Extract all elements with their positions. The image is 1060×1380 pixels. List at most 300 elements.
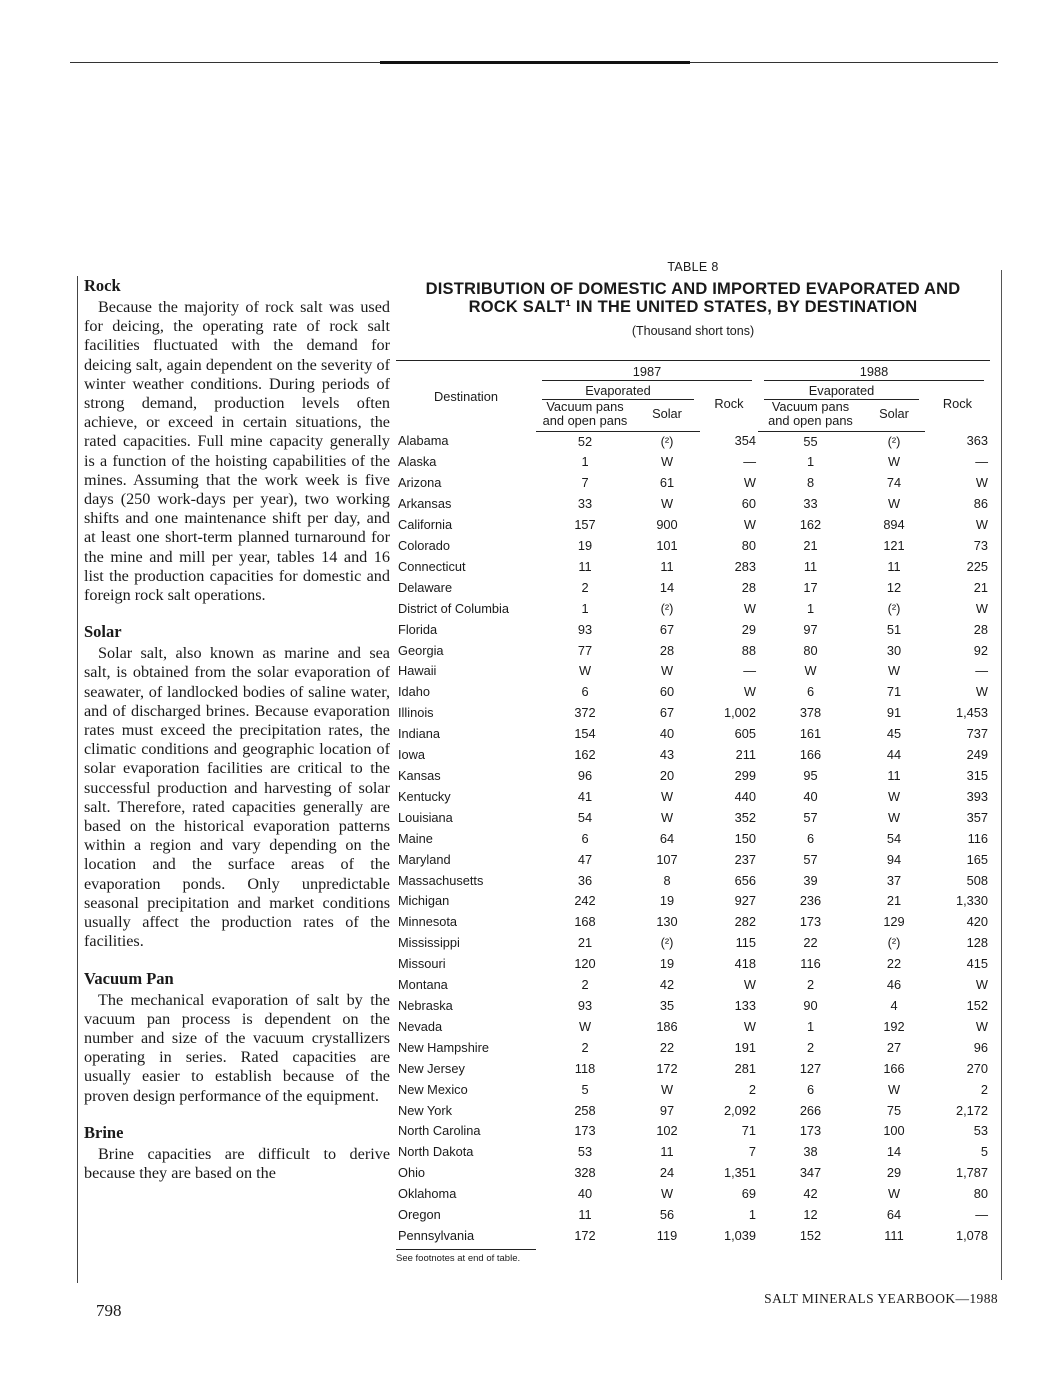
value-cell: 420 <box>966 914 988 930</box>
value-cell: 121 <box>883 538 905 554</box>
header-vacuum-1988: Vacuum pans and open pans <box>758 400 863 432</box>
table-row <box>396 933 990 954</box>
value-cell: 315 <box>966 768 988 783</box>
table-row <box>396 599 990 620</box>
destination-cell: North Carolina <box>398 1123 481 1139</box>
value-cell: W <box>660 663 674 679</box>
header-solar-1987: Solar <box>634 400 700 432</box>
header-evaporated-1987: Evaporated <box>536 381 700 400</box>
value-cell: 93 <box>577 621 593 637</box>
destination-cell: New York <box>398 1102 453 1118</box>
table-row <box>396 494 990 515</box>
value-cell: 299 <box>734 768 756 783</box>
destination-cell: Maryland <box>398 851 451 867</box>
destination-cell: California <box>398 517 453 533</box>
value-cell: 75 <box>886 1102 902 1118</box>
value-cell: 6 <box>581 684 589 700</box>
value-cell: 605 <box>734 726 756 742</box>
value-cell: W <box>743 684 756 700</box>
value-cell: W <box>887 788 901 804</box>
value-cell: 172 <box>574 1227 596 1243</box>
destination-cell: Montana <box>398 977 448 993</box>
value-cell: W <box>975 1018 988 1034</box>
value-cell: 41 <box>577 788 593 804</box>
value-cell: 57 <box>803 809 818 825</box>
value-cell: 152 <box>799 1227 822 1243</box>
value-cell: W <box>887 663 901 679</box>
value-cell: 508 <box>966 872 988 888</box>
value-cell: 1 <box>748 1207 756 1223</box>
value-cell: 281 <box>734 1060 756 1076</box>
destination-cell: Massachusetts <box>398 872 484 888</box>
value-cell: 46 <box>886 977 902 993</box>
value-cell: W <box>578 663 592 679</box>
table-body <box>396 431 990 1247</box>
value-cell: 1,330 <box>955 893 988 909</box>
value-cell: 39 <box>803 872 818 888</box>
value-cell: 80 <box>741 538 756 554</box>
destination-cell: Kansas <box>398 768 441 783</box>
table-row <box>396 1080 990 1101</box>
section-brine <box>84 1123 390 1183</box>
value-cell: W <box>660 809 674 825</box>
value-cell: 133 <box>734 997 756 1013</box>
table-row <box>396 766 990 787</box>
value-cell: 54 <box>577 809 593 825</box>
value-cell: 378 <box>799 705 822 721</box>
value-cell: — <box>743 454 756 470</box>
destination-cell: Missouri <box>398 956 446 972</box>
value-cell: 92 <box>973 642 988 658</box>
table-row <box>396 473 990 494</box>
table-row <box>396 871 990 892</box>
value-cell: 24 <box>659 1165 675 1181</box>
value-cell: 40 <box>577 1186 593 1202</box>
value-cell: 168 <box>574 914 596 930</box>
value-cell: 90 <box>803 997 818 1013</box>
value-cell: 53 <box>577 1144 593 1160</box>
table-row <box>396 641 990 662</box>
destination-cell: Idaho <box>398 684 431 700</box>
value-cell: 30 <box>886 642 902 658</box>
table-row <box>396 891 990 912</box>
value-cell: 45 <box>886 726 902 742</box>
value-cell: 11 <box>578 1207 592 1223</box>
value-cell: 5 <box>980 1144 988 1160</box>
value-cell: 61 <box>659 475 675 491</box>
value-cell: 96 <box>577 768 593 783</box>
table-title <box>396 280 990 316</box>
section-body: Because the majority of rock salt was used for deicing, the operating rate of rock salt facilities fluctuated with the demand for deicing salt, again dependent on the severity of winter weather conditions. During periods of strong demand, production levels often achieve, or exceed in certain situations, the rated capacities. Full mine capacity generally is a function of the hoisting capabilities of the mines. Assuming that the work week is five days (250 work-days per year), two working shifts and one maintenance shift per day, and at least one short-term planned turnaround for the mine and mill per year, tables 14 and 16 list the production capacities for domestic and foreign rock salt operations. <box>84 298 390 605</box>
value-cell: 67 <box>659 705 675 721</box>
destination-cell: Indiana <box>398 726 440 742</box>
value-cell: 100 <box>883 1123 905 1139</box>
value-cell: W <box>887 1186 901 1202</box>
value-cell: 55 <box>803 433 818 449</box>
section-body: Brine capacities are difficult to derive because they are based on the <box>84 1144 390 1182</box>
table-title-line1: DISTRIBUTION OF DOMESTIC AND IMPORTED EVAPORATED AND <box>425 280 961 298</box>
value-cell: W <box>975 684 988 700</box>
value-cell: 393 <box>966 788 988 804</box>
value-cell: 94 <box>886 851 902 867</box>
value-cell: 11 <box>887 768 901 783</box>
destination-cell: Delaware <box>398 579 453 595</box>
value-cell: 52 <box>577 433 593 449</box>
value-cell: 19 <box>659 893 675 909</box>
value-cell: 2 <box>980 1081 988 1097</box>
header-solar-1988: Solar <box>863 400 925 432</box>
destination-cell: Nebraska <box>398 997 453 1013</box>
header-rule-thick <box>380 61 690 64</box>
table-row <box>396 787 990 808</box>
table-row <box>396 1184 990 1205</box>
table-row <box>396 1038 990 1059</box>
value-cell: 101 <box>656 538 678 554</box>
destination-cell: Alabama <box>398 433 449 449</box>
destination-cell: Florida <box>398 621 438 637</box>
value-cell: 67 <box>659 621 675 637</box>
value-cell: 60 <box>741 496 756 512</box>
value-cell: 173 <box>799 914 822 930</box>
value-cell: 7 <box>748 1144 756 1160</box>
value-cell: 900 <box>656 517 678 533</box>
header-vacuum-1987: Vacuum pans and open pans <box>536 400 634 432</box>
value-cell: 2,172 <box>955 1102 988 1118</box>
value-cell: — <box>975 454 988 470</box>
value-cell: 211 <box>735 747 756 763</box>
value-cell: 2,092 <box>723 1102 756 1118</box>
value-cell: W <box>743 977 756 993</box>
value-cell: 21 <box>803 538 818 554</box>
value-cell: 415 <box>966 956 988 972</box>
value-cell: 119 <box>656 1227 678 1243</box>
value-cell: 191 <box>734 1039 756 1055</box>
page-number: 798 <box>96 1301 122 1320</box>
value-cell: 236 <box>799 893 822 909</box>
table-title-line2: ROCK SALT¹ IN THE UNITED STATES, BY DESTINATION <box>468 298 918 316</box>
value-cell: 11 <box>660 1144 674 1160</box>
section-vacuum-pan <box>84 969 390 1106</box>
header-year-1987: 1987 <box>536 361 758 381</box>
value-cell: 418 <box>734 956 756 972</box>
table-row <box>396 724 990 745</box>
value-cell: 86 <box>973 496 988 512</box>
section-rock <box>84 276 390 605</box>
destination-cell: Minnesota <box>398 914 458 930</box>
table-row <box>396 954 990 975</box>
value-cell: 11 <box>803 558 818 574</box>
table-row <box>396 578 990 599</box>
value-cell: 130 <box>656 914 678 930</box>
destination-cell: North Dakota <box>398 1144 474 1160</box>
value-cell: 737 <box>966 726 988 742</box>
section-body: Solar salt, also known as marine and sea salt, is obtained from the solar evaporation of seawater, of landlocked bodies of saline water, and of discharged brines. Because evaporation rates must exceed the precipitation rates, the climatic conditions and geographic location of solar evaporation facilities are critical to the successful production and harvesting of solar salt. Therefore, rated capacities generally are based on the historical evaporation patterns within a region and vary depending on the location and the surface areas of the evaporation ponds. Only unpredictable seasonal precipitation and market conditions usually affect the production rates of the facilities. <box>84 644 390 951</box>
value-cell: 6 <box>581 830 589 846</box>
value-cell: 74 <box>886 475 902 491</box>
value-cell: 96 <box>973 1039 988 1055</box>
value-cell: 57 <box>803 851 818 867</box>
value-cell: 127 <box>799 1060 822 1076</box>
value-cell: 95 <box>803 768 818 783</box>
value-cell: 129 <box>883 914 905 930</box>
value-cell: 64 <box>659 830 675 846</box>
value-cell: 1 <box>806 1018 815 1034</box>
value-cell: 166 <box>799 747 822 763</box>
value-cell: W <box>660 454 674 470</box>
value-cell: 186 <box>656 1018 678 1034</box>
value-cell: 1,351 <box>723 1165 756 1181</box>
value-cell: 35 <box>659 997 675 1013</box>
table-row <box>396 829 990 850</box>
value-cell: W <box>578 1018 592 1034</box>
value-cell: 42 <box>803 1186 818 1202</box>
table-row <box>396 745 990 766</box>
value-cell: 71 <box>886 684 902 700</box>
value-cell: 283 <box>734 558 756 574</box>
value-cell: 2 <box>806 977 815 993</box>
value-cell: 118 <box>574 1060 596 1076</box>
value-cell: 33 <box>577 496 593 512</box>
value-cell: 1 <box>581 600 589 616</box>
value-cell: 440 <box>734 788 756 804</box>
value-cell: 150 <box>734 830 756 846</box>
value-cell: 357 <box>966 809 988 825</box>
destination-cell: Pennsylvania <box>398 1227 475 1243</box>
value-cell: 352 <box>734 809 756 825</box>
table-row <box>396 452 990 473</box>
destination-cell: New Mexico <box>398 1081 468 1097</box>
table-row <box>396 850 990 871</box>
table-label: TABLE 8 <box>667 260 719 274</box>
table-row <box>396 557 990 578</box>
value-cell: 28 <box>741 579 756 595</box>
value-cell: 347 <box>799 1165 822 1181</box>
header-destination: Destination <box>396 361 536 432</box>
value-cell: 93 <box>577 997 593 1013</box>
header-evaporated-1988: Evaporated <box>758 381 925 400</box>
table-footnote: See footnotes at end of table. <box>396 1249 536 1264</box>
value-cell: 120 <box>574 956 596 972</box>
text-column <box>77 276 390 1283</box>
value-cell: (²) <box>887 600 901 616</box>
value-cell: 64 <box>886 1207 902 1223</box>
value-cell: 97 <box>659 1102 675 1118</box>
table-row <box>396 1142 990 1163</box>
value-cell: 927 <box>734 893 756 909</box>
value-cell: 363 <box>966 433 988 449</box>
destination-cell: Connecticut <box>398 558 466 574</box>
table-row <box>396 912 990 933</box>
value-cell: 21 <box>973 579 988 595</box>
value-cell: 27 <box>886 1039 902 1055</box>
value-cell: W <box>660 1081 674 1097</box>
destination-cell: Mississippi <box>398 935 460 951</box>
value-cell: 77 <box>577 642 593 658</box>
value-cell: 237 <box>734 851 756 867</box>
header-rock-1988: Rock <box>942 396 973 412</box>
value-cell: 69 <box>741 1186 756 1202</box>
table-row <box>396 1017 990 1038</box>
value-cell: 4 <box>890 997 898 1013</box>
value-cell: 73 <box>973 538 988 554</box>
value-cell: 56 <box>659 1207 675 1223</box>
value-cell: W <box>743 600 756 616</box>
section-heading: Brine <box>84 1122 124 1142</box>
value-cell: W <box>887 496 901 512</box>
value-cell: 91 <box>886 705 902 721</box>
value-cell: 14 <box>659 579 675 595</box>
value-cell: 1 <box>581 454 589 470</box>
table-row <box>396 431 990 452</box>
value-cell: 11 <box>887 558 901 574</box>
value-cell: W <box>887 454 901 470</box>
table-column <box>396 258 990 1288</box>
value-cell: 40 <box>659 726 675 742</box>
value-cell: 29 <box>741 621 756 637</box>
value-cell: 115 <box>735 935 756 951</box>
value-cell: 1,078 <box>955 1227 988 1243</box>
value-cell: 116 <box>967 830 988 846</box>
table-row <box>396 975 990 996</box>
table-unit: (Thousand short tons) <box>631 324 755 338</box>
value-cell: 656 <box>734 872 756 888</box>
section-solar <box>84 622 390 951</box>
value-cell: 28 <box>659 642 675 658</box>
value-cell: 14 <box>886 1144 902 1160</box>
value-cell: W <box>975 977 988 993</box>
value-cell: 53 <box>973 1123 988 1139</box>
value-cell: 1 <box>806 454 815 470</box>
value-cell: 102 <box>656 1123 678 1139</box>
value-cell: 8 <box>806 475 815 491</box>
value-cell: (²) <box>660 600 674 616</box>
value-cell: (²) <box>887 935 901 951</box>
value-cell: W <box>975 600 988 616</box>
destination-cell: Maine <box>398 830 433 846</box>
value-cell: — <box>743 663 756 679</box>
table-row <box>396 620 990 641</box>
value-cell: — <box>975 663 988 679</box>
value-cell: 47 <box>577 851 593 867</box>
value-cell: 282 <box>734 914 756 930</box>
value-cell: 161 <box>799 726 822 742</box>
value-cell: 128 <box>966 935 988 951</box>
value-cell: 242 <box>574 893 596 909</box>
value-cell: 166 <box>883 1060 905 1076</box>
table-row <box>396 1101 990 1122</box>
value-cell: 12 <box>803 1207 818 1223</box>
value-cell: (²) <box>660 935 674 951</box>
value-cell: 172 <box>656 1060 678 1076</box>
table-row <box>396 1121 990 1142</box>
value-cell: 225 <box>966 558 988 574</box>
value-cell: W <box>660 496 674 512</box>
value-cell: 249 <box>966 747 988 763</box>
value-cell: 1,453 <box>955 705 988 721</box>
value-cell: 2 <box>581 579 589 595</box>
value-cell: 2 <box>581 1039 589 1055</box>
section-heading: Vacuum Pan <box>84 968 174 988</box>
value-cell: 111 <box>884 1227 904 1243</box>
destination-cell: Oklahoma <box>398 1186 457 1202</box>
value-cell: W <box>660 1186 674 1202</box>
value-cell: 37 <box>886 872 902 888</box>
value-cell: 258 <box>574 1102 596 1118</box>
value-cell: 328 <box>574 1165 596 1181</box>
value-cell: 19 <box>577 538 593 554</box>
value-cell: 71 <box>741 1123 756 1139</box>
value-cell: 2 <box>806 1039 815 1055</box>
value-cell: W <box>975 517 988 533</box>
table-row <box>396 808 990 829</box>
value-cell: 12 <box>886 579 902 595</box>
table-row <box>396 515 990 536</box>
value-cell: 80 <box>803 642 818 658</box>
value-cell: 266 <box>799 1102 822 1118</box>
value-cell: 6 <box>806 830 815 846</box>
table-row <box>396 682 990 703</box>
destination-cell: Ohio <box>398 1165 426 1181</box>
value-cell: 107 <box>656 851 678 867</box>
value-cell: 29 <box>886 1165 902 1181</box>
value-cell: 116 <box>800 956 821 972</box>
section-body: The mechanical evaporation of salt by the vacuum pan process is dependent on the number and size of the vacuum crystallizers operating in series. Rated capacities are usually easier to establish because of the proven design performance of the equipment. <box>84 990 390 1105</box>
destination-cell: Arkansas <box>398 496 452 512</box>
value-cell: 11 <box>578 558 592 574</box>
value-cell: 38 <box>803 1144 818 1160</box>
value-cell: 157 <box>574 517 596 533</box>
destination-cell: Michigan <box>398 893 450 909</box>
table-row <box>396 1205 990 1226</box>
value-cell: 60 <box>659 684 675 700</box>
value-cell: 22 <box>659 1039 675 1055</box>
value-cell: 22 <box>803 935 818 951</box>
table-row <box>396 1059 990 1080</box>
value-cell: 1,787 <box>955 1165 988 1181</box>
value-cell: (²) <box>660 433 674 449</box>
section-heading: Solar <box>84 622 122 642</box>
value-cell: 88 <box>741 642 756 658</box>
value-cell: W <box>975 475 988 491</box>
distribution-table <box>396 360 990 1247</box>
value-cell: 44 <box>886 747 902 763</box>
value-cell: W <box>743 475 756 491</box>
destination-cell: Alaska <box>398 454 437 470</box>
table-row <box>396 1163 990 1184</box>
value-cell: 21 <box>577 935 593 951</box>
value-cell: 162 <box>574 747 596 763</box>
value-cell: 7 <box>581 475 589 491</box>
header-rock-1987: Rock <box>714 396 744 412</box>
value-cell: 51 <box>886 621 902 637</box>
value-cell: 270 <box>966 1060 988 1076</box>
value-cell: 165 <box>966 851 988 867</box>
table-row <box>396 1226 990 1247</box>
table-row <box>396 661 990 682</box>
section-heading: Rock <box>84 276 121 295</box>
value-cell: 173 <box>574 1123 596 1139</box>
value-cell: 1,002 <box>723 705 756 721</box>
destination-cell: Hawaii <box>398 663 437 679</box>
destination-cell: District of Columbia <box>398 600 509 616</box>
destination-cell: New Jersey <box>398 1060 465 1076</box>
destination-cell: Iowa <box>398 747 426 763</box>
value-cell: 42 <box>659 977 675 993</box>
value-cell: 372 <box>574 705 596 721</box>
value-cell: 1,039 <box>723 1227 756 1243</box>
value-cell: W <box>887 809 901 825</box>
value-cell: W <box>743 1018 756 1034</box>
